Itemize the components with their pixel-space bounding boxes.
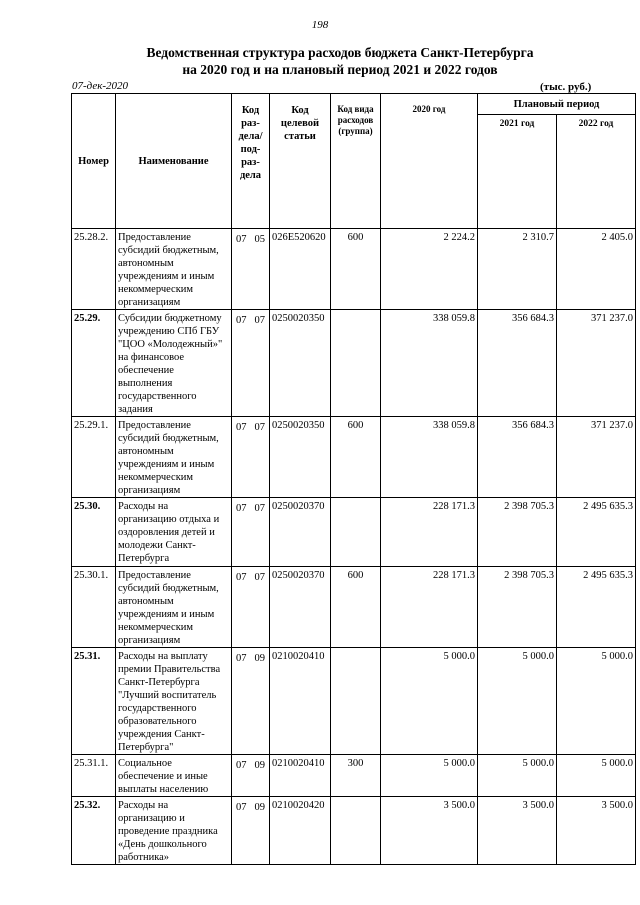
row-expense-type xyxy=(331,648,381,755)
header-number: Номер xyxy=(72,94,116,229)
row-amount-2022: 371 237.0 xyxy=(557,417,636,498)
budget-table xyxy=(71,93,636,865)
row-subsection: 07 xyxy=(254,572,265,583)
row-number: 25.30.1. xyxy=(72,567,116,648)
table-row xyxy=(72,417,636,498)
page-number: 198 xyxy=(311,19,329,31)
row-amount-2022: 2 405.0 xyxy=(557,229,636,310)
row-name: Расходы на организацию и проведение праздника «День дошкольного работника» xyxy=(116,797,232,865)
row-section: 07 xyxy=(236,653,247,664)
header-year-2020: 2020 год xyxy=(381,94,478,229)
document-title-line-2: на 2020 год и на плановый период 2021 и 2022 годов xyxy=(182,62,498,77)
header-year-2022: 2022 год xyxy=(557,115,636,229)
row-target-code: 0250020370 xyxy=(270,567,331,648)
row-section-code xyxy=(232,567,270,648)
row-name: Расходы на выплату премии Правительства Санкт-Петербурга "Лучший воспитатель государственного образовательного учреждения Санкт-Петербурга" xyxy=(116,648,232,755)
header-target-code: Код целевой статьи xyxy=(270,94,331,229)
row-amount-2020: 228 171.3 xyxy=(381,567,478,648)
header-name: Наименование xyxy=(116,94,232,229)
row-number: 25.28.2. xyxy=(72,229,116,310)
row-amount-2022: 3 500.0 xyxy=(557,797,636,865)
document-title xyxy=(0,44,640,78)
row-amount-2020: 338 059.8 xyxy=(381,417,478,498)
row-name: Предоставление субсидий бюджетным, автономным учреждениям и иным некоммерческим организациям xyxy=(116,417,232,498)
row-amount-2021: 2 310.7 xyxy=(478,229,557,310)
header-planned-period: Плановый период xyxy=(478,94,636,115)
row-amount-2021: 356 684.3 xyxy=(478,310,557,417)
table-row xyxy=(72,755,636,797)
row-expense-type: 600 xyxy=(331,229,381,310)
row-section: 07 xyxy=(236,503,247,514)
row-name: Субсидии бюджетному учреждению СПб ГБУ "ЦОО «Молодежный»" на финансовое обеспечение выполнения государственного задания xyxy=(116,310,232,417)
units-label: (тыс. руб.) xyxy=(540,81,592,93)
row-amount-2021: 3 500.0 xyxy=(478,797,557,865)
row-subsection: 07 xyxy=(254,315,265,326)
header-expense-type-code: Код вида расходов (группа) xyxy=(331,94,381,229)
row-expense-type: 600 xyxy=(331,417,381,498)
row-target-code: 0250020350 xyxy=(270,310,331,417)
row-target-code: 0210020420 xyxy=(270,797,331,865)
row-number: 25.31. xyxy=(72,648,116,755)
row-target-code: 0250020370 xyxy=(270,498,331,567)
row-subsection: 07 xyxy=(254,503,265,514)
table-row xyxy=(72,498,636,567)
row-subsection: 05 xyxy=(254,234,265,245)
row-amount-2020: 3 500.0 xyxy=(381,797,478,865)
document-title-line-1: Ведомственная структура расходов бюджета Санкт-Петербурга xyxy=(146,45,534,60)
row-target-code: 0210020410 xyxy=(270,755,331,797)
row-amount-2022: 371 237.0 xyxy=(557,310,636,417)
row-number: 25.29. xyxy=(72,310,116,417)
row-target-code: 0210020410 xyxy=(270,648,331,755)
row-target-code: 026Е520620 xyxy=(270,229,331,310)
row-subsection: 09 xyxy=(254,653,265,664)
row-name: Расходы на организацию отдыха и оздоровления детей и молодежи Санкт-Петербурга xyxy=(116,498,232,567)
row-section-code xyxy=(232,229,270,310)
row-amount-2020: 2 224.2 xyxy=(381,229,478,310)
row-amount-2022: 5 000.0 xyxy=(557,755,636,797)
row-section: 07 xyxy=(236,572,247,583)
row-section-code xyxy=(232,755,270,797)
row-section: 07 xyxy=(236,760,247,771)
row-expense-type xyxy=(331,310,381,417)
row-name: Социальное обеспечение и иные выплаты населению xyxy=(116,755,232,797)
row-section: 07 xyxy=(236,422,247,433)
row-expense-type: 300 xyxy=(331,755,381,797)
row-amount-2022: 2 495 635.3 xyxy=(557,498,636,567)
row-amount-2021: 2 398 705.3 xyxy=(478,567,557,648)
row-section: 07 xyxy=(236,234,247,245)
row-amount-2020: 338 059.8 xyxy=(381,310,478,417)
table-row xyxy=(72,229,636,310)
row-name: Предоставление субсидий бюджетным, автономным учреждениям и иным некоммерческим организациям xyxy=(116,567,232,648)
row-target-code: 0250020350 xyxy=(270,417,331,498)
row-section-code xyxy=(232,797,270,865)
header-section-code: Код раз- дела/ под- раз- дела xyxy=(232,94,270,229)
table-header-row xyxy=(72,94,636,115)
row-number: 25.30. xyxy=(72,498,116,567)
row-section-code xyxy=(232,498,270,567)
table-row xyxy=(72,797,636,865)
row-subsection: 09 xyxy=(254,760,265,771)
row-amount-2020: 228 171.3 xyxy=(381,498,478,567)
row-amount-2021: 5 000.0 xyxy=(478,755,557,797)
row-number: 25.32. xyxy=(72,797,116,865)
row-amount-2021: 2 398 705.3 xyxy=(478,498,557,567)
document-date: 07-дек-2020 xyxy=(72,80,129,92)
row-subsection: 09 xyxy=(254,802,265,813)
row-section-code xyxy=(232,310,270,417)
row-expense-type xyxy=(331,498,381,567)
row-amount-2022: 2 495 635.3 xyxy=(557,567,636,648)
row-section-code xyxy=(232,648,270,755)
row-amount-2020: 5 000.0 xyxy=(381,648,478,755)
row-section: 07 xyxy=(236,802,247,813)
row-amount-2020: 5 000.0 xyxy=(381,755,478,797)
table-row xyxy=(72,310,636,417)
row-expense-type: 600 xyxy=(331,567,381,648)
row-expense-type xyxy=(331,797,381,865)
table-row xyxy=(72,648,636,755)
header-year-2021: 2021 год xyxy=(478,115,557,229)
row-subsection: 07 xyxy=(254,422,265,433)
row-section-code xyxy=(232,417,270,498)
row-number: 25.29.1. xyxy=(72,417,116,498)
row-section: 07 xyxy=(236,315,247,326)
row-name: Предоставление субсидий бюджетным, автономным учреждениям и иным некоммерческим организациям xyxy=(116,229,232,310)
row-amount-2021: 356 684.3 xyxy=(478,417,557,498)
row-amount-2022: 5 000.0 xyxy=(557,648,636,755)
table-row xyxy=(72,567,636,648)
row-amount-2021: 5 000.0 xyxy=(478,648,557,755)
row-number: 25.31.1. xyxy=(72,755,116,797)
